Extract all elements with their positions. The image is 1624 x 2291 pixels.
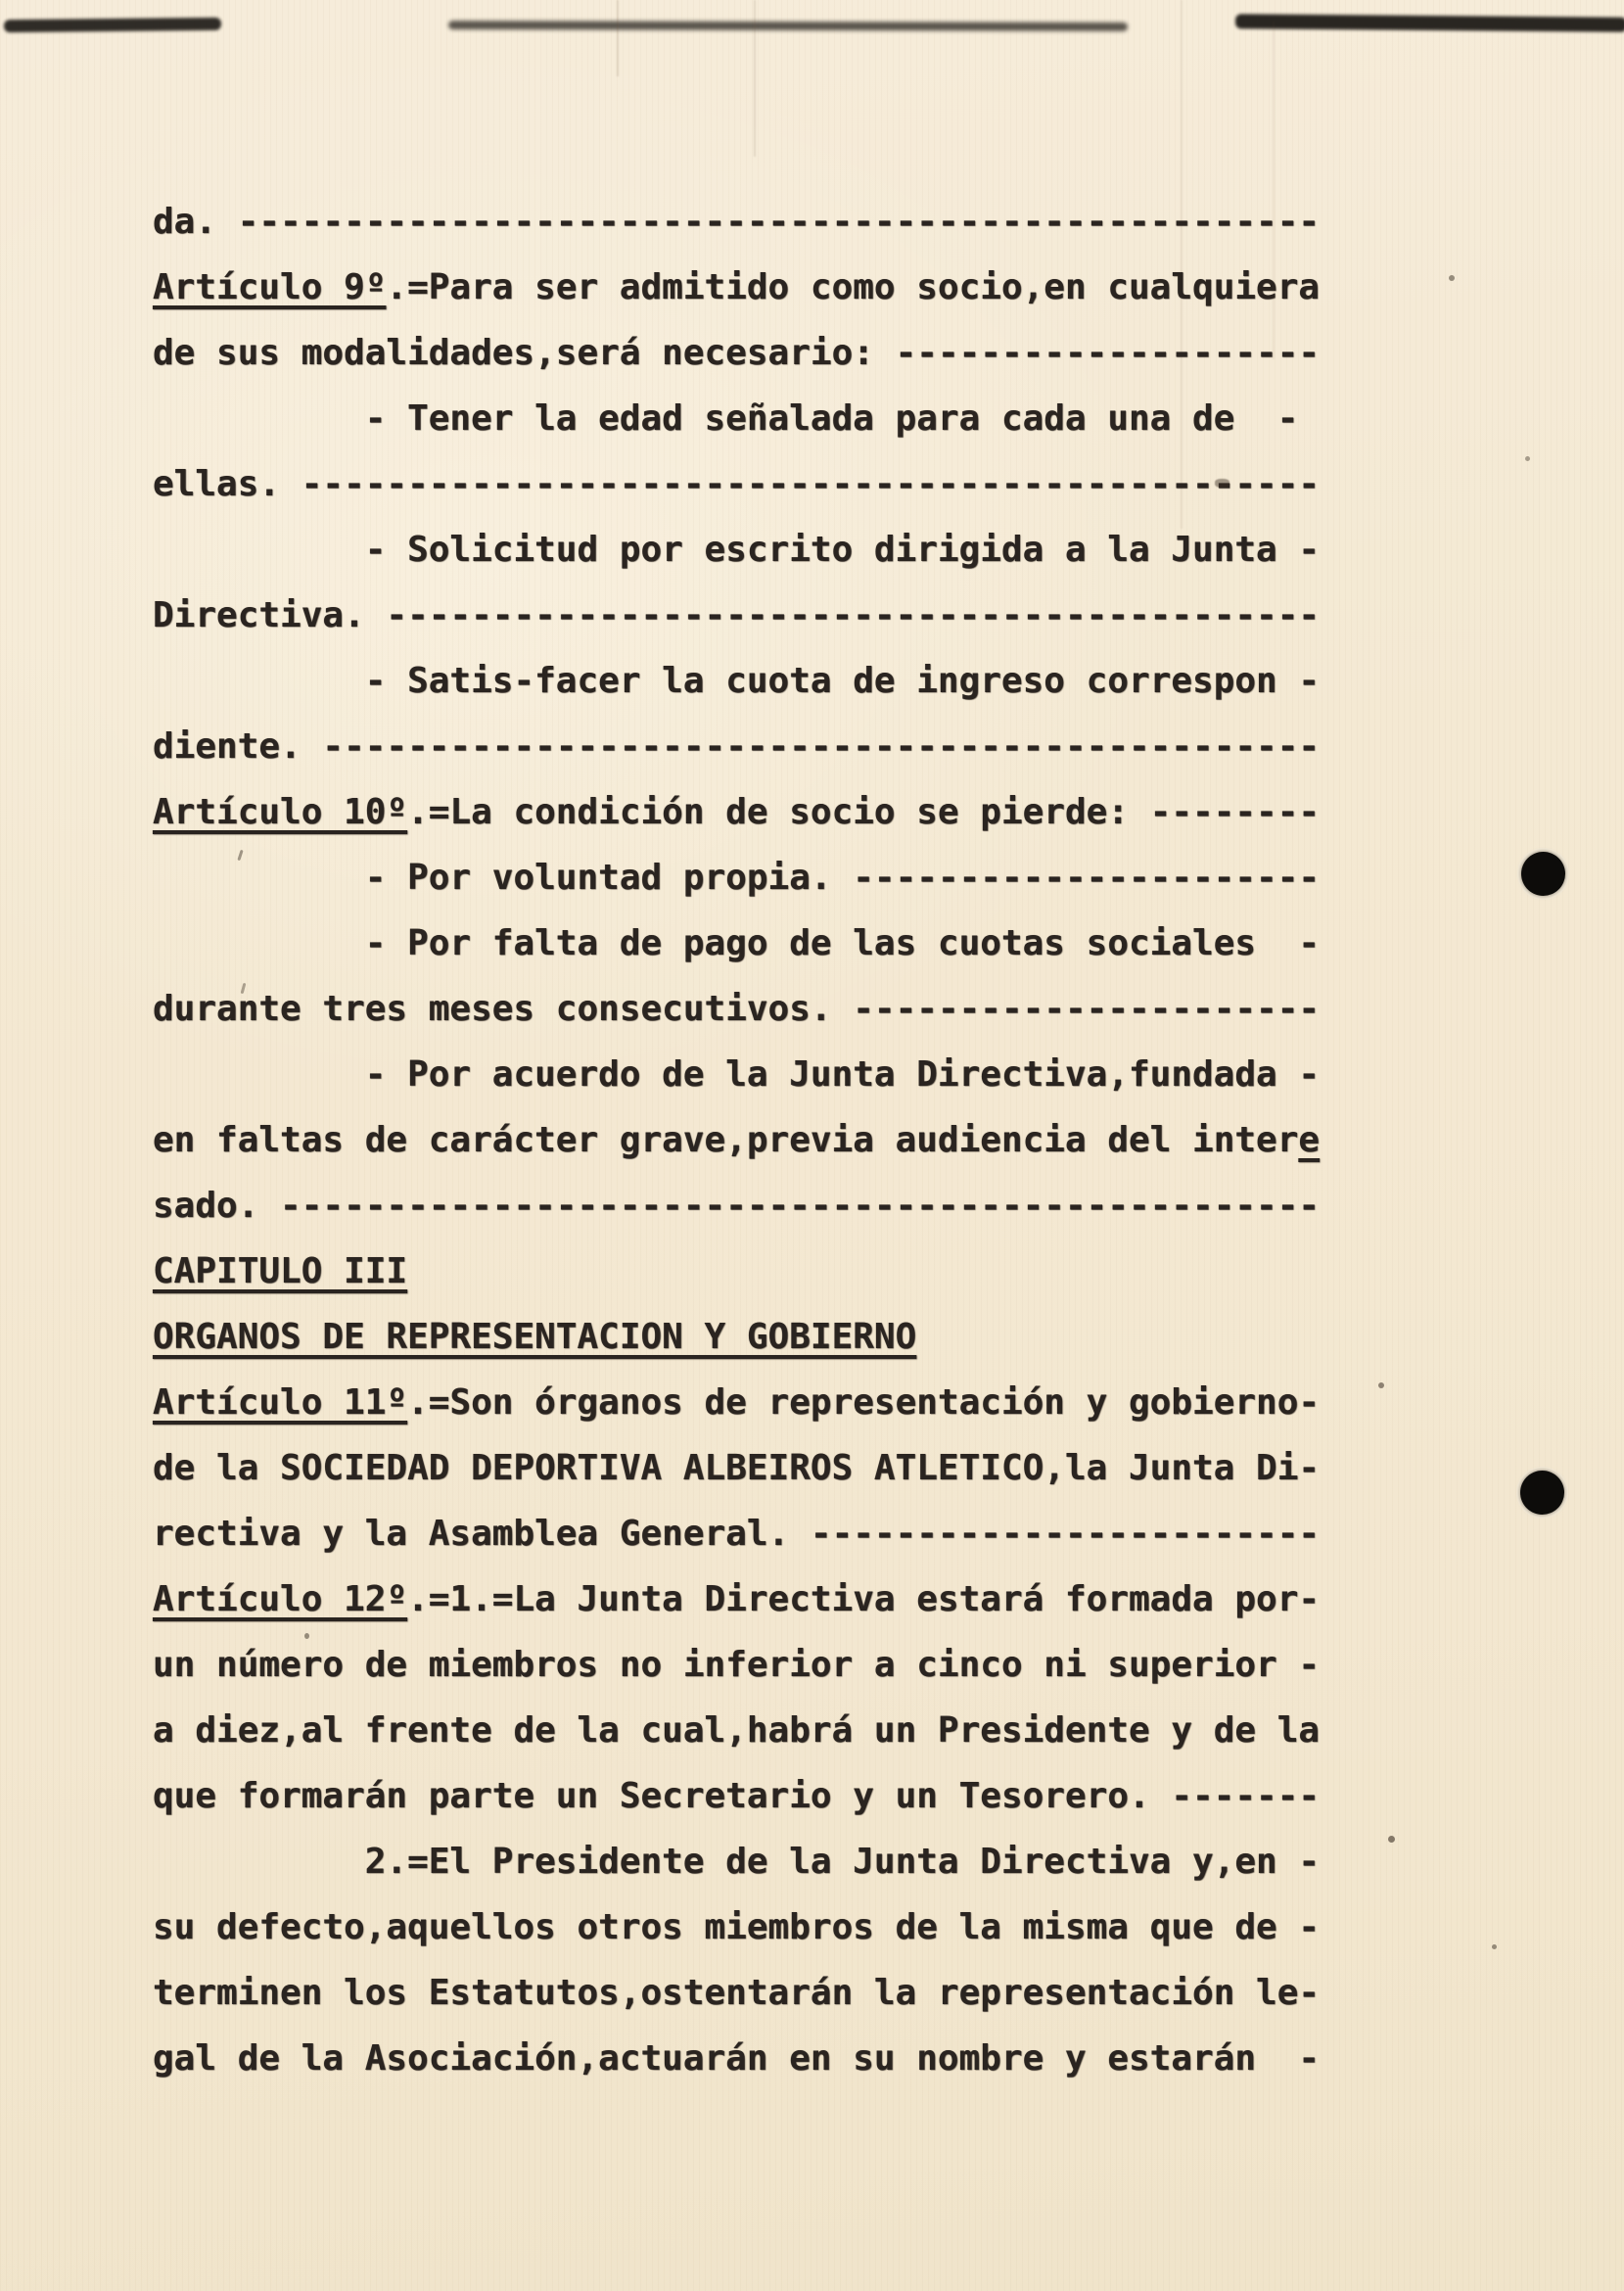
ink-smudge [1215, 479, 1230, 488]
ink-speck [1492, 1944, 1497, 1949]
hole-punch-dot-top [1521, 852, 1565, 896]
document-line: Artículo 11º.=Son órganos de representación y gobierno- [153, 1382, 1321, 1423]
ink-speck [1378, 1382, 1384, 1388]
document-line: en faltas de carácter grave,previa audiencia del intere [153, 1120, 1321, 1160]
document-line: su defecto,aquellos otros miembros de la misma que de - [153, 1907, 1321, 1947]
document-line: - Satis-facer la cuota de ingreso correspon - [153, 661, 1321, 701]
document-body [153, 189, 1320, 2091]
document-line: de la SOCIEDAD DEPORTIVA ALBEIROS ATLETICO,la Junta Di- [153, 1448, 1321, 1488]
scan-edge-artifact-center [448, 21, 1128, 31]
document-line: gal de la Asociación,actuarán en su nombre y estarán - [153, 2038, 1321, 2079]
scan-edge-artifact-right [1235, 14, 1624, 31]
document-line: - Por acuerdo de la Junta Directiva,fundada - [153, 1054, 1321, 1095]
document-line: - Solicitud por escrito dirigida a la Junta - [153, 530, 1321, 570]
document-line: - Por falta de pago de las cuotas sociales - [153, 923, 1321, 963]
document-line: Artículo 10º.=La condición de socio se pierde: -------- [153, 792, 1321, 832]
document-line: diente. ----------------------------------------------- [153, 726, 1321, 767]
document-line: a diez,al frente de la cual,habrá un Presidente y de la [153, 1710, 1321, 1751]
document-line: terminen los Estatutos,ostentarán la representación le- [153, 1973, 1321, 2013]
document-line: ORGANOS DE REPRESENTACION Y GOBIERNO [153, 1317, 917, 1357]
document-line: CAPITULO III [153, 1251, 408, 1291]
document-line: rectiva y la Asamblea General. ------------------------ [153, 1514, 1321, 1554]
document-line: Artículo 9º.=Para ser admitido como socio,en cualquiera [153, 267, 1321, 307]
paper-crease [617, 0, 619, 76]
document-line: sado. ------------------------------------------------- [153, 1186, 1321, 1226]
hole-punch-dot-bottom [1520, 1471, 1564, 1515]
document-line: durante tres meses consecutivos. ---------------------- [153, 989, 1321, 1029]
document-line: - Tener la edad señalada para cada una de - [153, 398, 1299, 439]
document-line: da. --------------------------------------------------- [153, 202, 1321, 242]
document-line: un número de miembros no inferior a cinco ni superior - [153, 1645, 1321, 1685]
ink-speck [1525, 456, 1530, 461]
scan-edge-artifact-left [4, 18, 221, 32]
paper-crease [754, 0, 756, 157]
document-line: de sus modalidades,será necesario: -------------------- [153, 333, 1321, 373]
document-line: que formarán parte un Secretario y un Tesorero. ------- [153, 1776, 1321, 1816]
document-line: - Por voluntad propia. ---------------------- [153, 858, 1321, 898]
document-line: Directiva. -------------------------------------------- [153, 595, 1321, 635]
ink-speck [304, 1633, 309, 1639]
ink-speck [1388, 1836, 1395, 1843]
document-line: 2.=El Presidente de la Junta Directiva y,en - [153, 1842, 1321, 1882]
ink-speck [1449, 275, 1455, 281]
document-line: Artículo 12º.=1.=La Junta Directiva estará formada por- [153, 1579, 1321, 1619]
document-line: ellas. ------------------------------------------------ [153, 464, 1321, 504]
